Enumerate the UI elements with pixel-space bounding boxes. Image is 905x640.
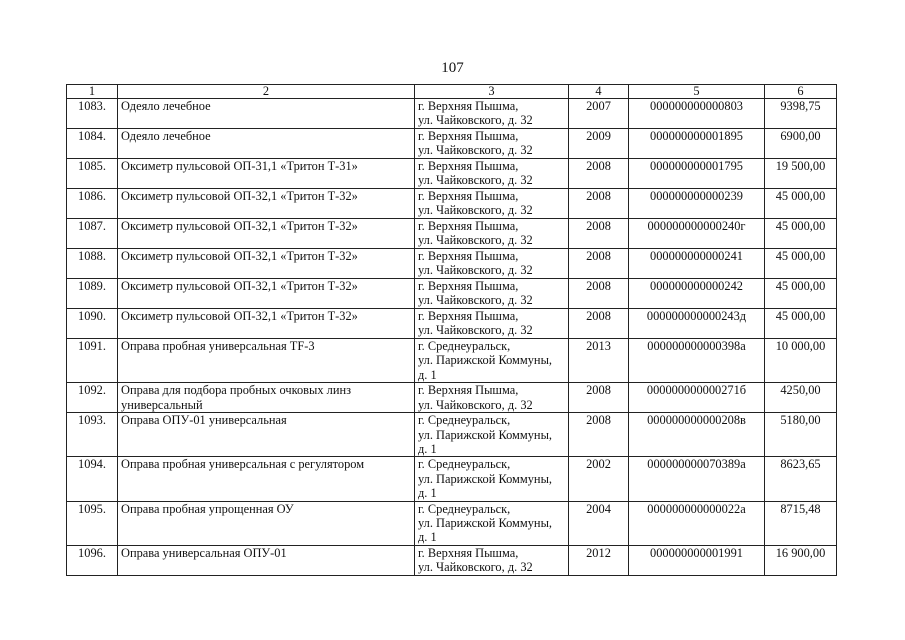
table-row (67, 129, 837, 159)
column-header: 2 (118, 85, 415, 99)
row-number: 1085. (67, 159, 118, 189)
inventory-number: 000000000001795 (629, 159, 765, 189)
item-address (415, 339, 569, 383)
address-line: г. Среднеуральск, (418, 339, 511, 353)
acquisition-year: 2004 (569, 501, 629, 545)
item-name: Одеяло лечебное (118, 129, 415, 159)
book-value: 10 000,00 (765, 339, 837, 383)
book-value: 9398,75 (765, 99, 837, 129)
item-name: Оксиметр пульсовой ОП-32,1 «Тритон Т-32» (118, 189, 415, 219)
inventory-number: 000000000000242 (629, 279, 765, 309)
item-address (415, 249, 569, 279)
address-line: ул. Парижской Коммуны, (418, 427, 552, 442)
row-number: 1084. (67, 129, 118, 159)
book-value: 45 000,00 (765, 219, 837, 249)
inventory-number: 000000000000271б (629, 383, 765, 413)
row-number: 1094. (67, 457, 118, 501)
address-line: ул. Чайковского, д. 32 (418, 233, 533, 248)
table-row (67, 545, 837, 575)
column-header: 1 (67, 85, 118, 99)
row-number: 1087. (67, 219, 118, 249)
column-header: 4 (569, 85, 629, 99)
book-value: 45 000,00 (765, 309, 837, 339)
address-line: г. Верхняя Пышма, (418, 249, 519, 263)
property-registry-table (66, 84, 837, 576)
table-row (67, 501, 837, 545)
address-line: г. Среднеуральск, (418, 501, 511, 516)
acquisition-year: 2008 (569, 383, 629, 413)
acquisition-year: 2008 (569, 413, 629, 457)
item-name: Оксиметр пульсовой ОП-32,1 «Тритон Т-32» (118, 219, 415, 249)
inventory-number: 000000000001895 (629, 129, 765, 159)
acquisition-year: 2008 (569, 309, 629, 339)
address-line: ул. Чайковского, д. 32 (418, 293, 533, 308)
address-line: ул. Чайковского, д. 32 (418, 143, 533, 158)
inventory-number: 000000000000241 (629, 249, 765, 279)
item-address (415, 413, 569, 457)
table-row (67, 279, 837, 309)
column-header: 6 (765, 85, 837, 99)
table-row (67, 383, 837, 413)
address-line: г. Верхняя Пышма, (418, 129, 519, 143)
item-address (415, 545, 569, 575)
address-line: г. Верхняя Пышма, (418, 189, 519, 203)
address-line: ул. Чайковского, д. 32 (418, 113, 533, 128)
address-line: г. Среднеуральск, (418, 413, 511, 428)
row-number: 1089. (67, 279, 118, 309)
item-address (415, 159, 569, 189)
item-address (415, 99, 569, 129)
book-value: 8715,48 (765, 501, 837, 545)
item-address (415, 383, 569, 413)
address-line: д. 1 (418, 530, 437, 545)
book-value: 19 500,00 (765, 159, 837, 189)
address-line: ул. Чайковского, д. 32 (418, 173, 533, 188)
address-line: г. Среднеуральск, (418, 457, 511, 472)
row-number: 1095. (67, 501, 118, 545)
row-number: 1090. (67, 309, 118, 339)
acquisition-year: 2009 (569, 129, 629, 159)
address-line: ул. Чайковского, д. 32 (418, 323, 533, 338)
item-name: Оксиметр пульсовой ОП-31,1 «Тритон Т-31» (118, 159, 415, 189)
item-address (415, 129, 569, 159)
item-address (415, 457, 569, 501)
address-line: ул. Чайковского, д. 32 (418, 263, 533, 278)
row-number: 1091. (67, 339, 118, 383)
address-line: д. 1 (418, 442, 437, 457)
book-value: 6900,00 (765, 129, 837, 159)
address-line: ул. Чайковского, д. 32 (418, 560, 533, 575)
table-row (67, 457, 837, 501)
item-name: Оправа универсальная ОПУ-01 (118, 545, 415, 575)
inventory-number: 000000000000398а (629, 339, 765, 383)
table-row (67, 159, 837, 189)
address-line: г. Верхняя Пышма, (418, 219, 519, 233)
acquisition-year: 2012 (569, 545, 629, 575)
column-header: 5 (629, 85, 765, 99)
table-body (67, 99, 837, 576)
address-line: ул. Чайковского, д. 32 (418, 203, 533, 218)
acquisition-year: 2007 (569, 99, 629, 129)
address-line: г. Верхняя Пышма, (418, 279, 519, 293)
item-address (415, 279, 569, 309)
acquisition-year: 2008 (569, 159, 629, 189)
inventory-number: 000000000001991 (629, 545, 765, 575)
table-row (67, 219, 837, 249)
inventory-number: 000000000000022а (629, 501, 765, 545)
item-name: Оксиметр пульсовой ОП-32,1 «Тритон Т-32» (118, 249, 415, 279)
inventory-number: 000000000000240г (629, 219, 765, 249)
table-row (67, 249, 837, 279)
address-line: г. Верхняя Пышма, (418, 99, 519, 113)
row-number: 1086. (67, 189, 118, 219)
acquisition-year: 2008 (569, 279, 629, 309)
address-line: г. Верхняя Пышма, (418, 309, 519, 323)
address-line: г. Верхняя Пышма, (418, 159, 519, 173)
address-line: г. Верхняя Пышма, (418, 545, 519, 560)
row-number: 1088. (67, 249, 118, 279)
address-line: д. 1 (418, 486, 437, 501)
inventory-number: 000000000070389а (629, 457, 765, 501)
book-value: 4250,00 (765, 383, 837, 413)
row-number: 1096. (67, 545, 118, 575)
inventory-number: 000000000000243д (629, 309, 765, 339)
item-address (415, 189, 569, 219)
acquisition-year: 2008 (569, 189, 629, 219)
table-row (67, 99, 837, 129)
column-number-row (67, 85, 837, 99)
item-name: Оправа пробная универсальная с регулятором (118, 457, 415, 501)
inventory-number: 000000000000803 (629, 99, 765, 129)
table-row (67, 413, 837, 457)
acquisition-year: 2002 (569, 457, 629, 501)
item-name: Оправа пробная упрощенная ОУ (118, 501, 415, 545)
row-number: 1092. (67, 383, 118, 413)
address-line: ул. Чайковского, д. 32 (418, 397, 533, 412)
book-value: 45 000,00 (765, 249, 837, 279)
row-number: 1083. (67, 99, 118, 129)
page-number: 107 (441, 60, 464, 76)
table-row (67, 309, 837, 339)
acquisition-year: 2008 (569, 249, 629, 279)
inventory-number: 000000000000208в (629, 413, 765, 457)
row-number: 1093. (67, 413, 118, 457)
address-line: г. Верхняя Пышма, (418, 383, 519, 398)
item-name: Оправа для подбора пробных очковых линз универсальный (118, 383, 415, 413)
book-value: 5180,00 (765, 413, 837, 457)
item-name: Оксиметр пульсовой ОП-32,1 «Тритон Т-32» (118, 279, 415, 309)
inventory-number: 000000000000239 (629, 189, 765, 219)
address-line: ул. Парижской Коммуны, (418, 353, 552, 368)
item-address (415, 309, 569, 339)
item-name: Оправа ОПУ-01 универсальная (118, 413, 415, 457)
table-row (67, 189, 837, 219)
book-value: 45 000,00 (765, 279, 837, 309)
address-line: д. 1 (418, 367, 437, 382)
table-row (67, 339, 837, 383)
address-line: ул. Парижской Коммуны, (418, 471, 552, 486)
column-header: 3 (415, 85, 569, 99)
book-value: 45 000,00 (765, 189, 837, 219)
acquisition-year: 2008 (569, 219, 629, 249)
book-value: 16 900,00 (765, 545, 837, 575)
address-line: ул. Парижской Коммуны, (418, 516, 552, 531)
book-value: 8623,65 (765, 457, 837, 501)
item-address (415, 501, 569, 545)
item-name: Оправа пробная универсальная TF-3 (118, 339, 415, 383)
item-name: Одеяло лечебное (118, 99, 415, 129)
item-address (415, 219, 569, 249)
item-name: Оксиметр пульсовой ОП-32,1 «Тритон Т-32» (118, 309, 415, 339)
acquisition-year: 2013 (569, 339, 629, 383)
